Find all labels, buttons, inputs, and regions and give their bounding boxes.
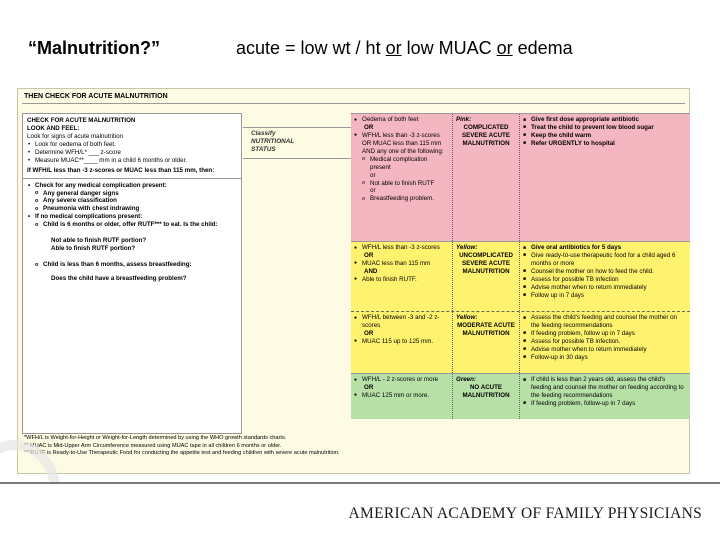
- signs-cell: [351, 312, 453, 373]
- if-line: If WFH/L less than -3 z-scores or MUAC less than 115 mm, then:: [27, 166, 215, 174]
- child-less-6: o Child is less than 6 months, assess breastfeeding:: [27, 261, 237, 269]
- sign-item: ● Able to finish RUTF.: [354, 276, 449, 284]
- medical-item: o Any severe classification: [27, 197, 237, 205]
- treatment-item: ■ If child is less than 2 years old, assess the child's feeding and counsel the mother on feeding according to the feeding recommendations: [523, 376, 687, 400]
- color-label: Pink:: [456, 116, 472, 123]
- or-label: OR: [364, 329, 374, 337]
- assess-heading: CHECK FOR ACUTE MALNUTRITION: [27, 117, 136, 124]
- tier-uncomplicated-sam: [351, 241, 690, 311]
- footnote: ***RUTF is Ready-to-Use Therapeutic Food for conducting the appetite test and feeding children with severe acute malnutrition.: [24, 450, 340, 457]
- or-label: OR: [364, 123, 374, 131]
- chart-header: THEN CHECK FOR ACUTE MALNUTRITION: [24, 93, 168, 100]
- classify-line: NUTRITIONAL: [251, 138, 295, 146]
- classification-cell: [453, 312, 520, 373]
- assess-item: • Determine WFH/L* ___ z-score: [27, 149, 237, 157]
- look-feel-label: LOOK AND FEEL:: [27, 124, 80, 132]
- treatment-item: ■ Assess for possible TB infection.: [523, 338, 687, 346]
- tier-complicated-sam: [351, 113, 690, 241]
- or-small: or: [370, 187, 376, 195]
- sign-item: ● MUAC 125 mm or more.: [354, 392, 449, 400]
- sign-sub-item: o Breastfeeding problem.: [354, 195, 449, 203]
- title-def-or1: or: [385, 38, 402, 58]
- classify-line: STATUS: [251, 146, 276, 154]
- footnote: *WFH/L is Weight-for-Height or Weight-for-Length determined by using the WHO growth standards charts.: [24, 435, 287, 441]
- footnotes: [24, 435, 684, 458]
- classification-name: MODERATE ACUTE MALNUTRITION: [457, 321, 515, 337]
- slide-title: [0, 38, 720, 62]
- treatment-cell: [520, 312, 690, 373]
- breastfeeding-question: Does the child have a breastfeeding problem?: [51, 275, 187, 282]
- treatment-item: ■ Counsel the mother on how to feed the child.: [523, 268, 687, 276]
- tier-moderate-am: [351, 311, 690, 373]
- title-definition: [236, 38, 573, 59]
- color-label: Yellow:: [456, 314, 478, 321]
- sign-item: ● WFH/L - 2 z-scores or more: [354, 376, 449, 384]
- sign-sub-item: o Medical complication present: [354, 156, 449, 172]
- treatment-cell: [520, 374, 690, 419]
- treatment-item: ■ If feeding problem, follow up in 7 days: [523, 330, 687, 338]
- signs-cell: [351, 242, 453, 311]
- sign-item: ● MUAC less than 115 mm: [354, 260, 449, 268]
- treatment-cell: [520, 114, 690, 241]
- title-malnutrition: “Malnutrition?”: [28, 38, 160, 58]
- no-medical: • If no medical complications present:: [27, 213, 237, 221]
- treatment-item: ■ Give oral antibiotics for 5 days: [523, 244, 687, 252]
- assess-separator: [23, 178, 241, 179]
- and-label: AND: [364, 267, 378, 275]
- classification-cell: [453, 242, 520, 311]
- classify-line: Classify: [251, 130, 276, 137]
- footer-org-name: AMERICAN ACADEMY OF FAMILY PHYSICIANS: [348, 505, 702, 522]
- signs-cell: [351, 374, 453, 419]
- treatment-item: ■ Treat the child to prevent low blood sugar: [523, 124, 687, 132]
- rutf-question: Able to finish RUTF portion?: [51, 245, 136, 253]
- classify-label: [243, 127, 352, 159]
- title-def-part1: acute = low wt / ht: [236, 38, 386, 58]
- color-label: Yellow:: [456, 244, 478, 251]
- or-label: OR: [364, 383, 374, 391]
- title-def-part2: low MUAC: [401, 38, 497, 58]
- check-medical: • Check for any medical complication present:: [27, 182, 237, 190]
- medical-item: o Any general danger signs: [27, 190, 237, 198]
- assess-item: • Measure MUAC**____ mm in a child 6 months or older.: [27, 157, 237, 165]
- treatment-item: ■ Give ready-to-use therapeutic food for a child aged 6 months or more: [523, 252, 687, 268]
- treatment-item: ■ Assess for possible TB infection: [523, 276, 687, 284]
- treatment-item: ■ Refer URGENTLY to hospital: [523, 140, 687, 148]
- treatment-cell: [520, 242, 690, 311]
- classification-name: UNCOMPLICATED SEVERE ACUTE MALNUTRITION: [459, 251, 513, 275]
- treatment-item: ■ If feeding problem, follow-up in 7 days: [523, 400, 687, 408]
- sign-sub-item: o Not able to finish RUTF: [354, 180, 449, 188]
- child-6-months: o Child is 6 months or older, offer RUTF*** to eat. Is the child:: [27, 221, 237, 229]
- title-def-part3: edema: [512, 38, 573, 58]
- assess-box: [22, 113, 242, 434]
- look-for-text: Look for signs of acute malnutrition: [27, 132, 123, 140]
- treatment-item: ■ Give first dose appropriate antibiotic: [523, 116, 687, 124]
- malnutrition-chart: [17, 88, 690, 474]
- header-rule: [22, 103, 685, 104]
- treatment-item: ■ Follow up in 7 days: [523, 292, 687, 300]
- sign-item: ● Oedema of both feet: [354, 116, 449, 124]
- treatment-item: ■ Assess the child's feeding and counsel the mother on the feeding recommendations: [523, 314, 687, 330]
- or-small: or: [370, 171, 376, 179]
- treatment-item: ■ Advise mother when to return immediately: [523, 346, 687, 354]
- treatment-item: ■ Advise mother when to return immediately: [523, 284, 687, 292]
- title-def-or2: or: [496, 38, 513, 58]
- tier-no-malnutrition: [351, 373, 690, 419]
- footnote: ** MUAC is Mid-Upper Arm Circumference measured using MUAC tape in all children 6 months or older.: [24, 442, 282, 449]
- sign-item: ● MUAC 115 up to 125 mm.: [354, 338, 449, 346]
- sign-item: ● WFH/L less than -3 z-scores: [354, 244, 449, 252]
- sign-item: ● WFH/L less than -3 z-scores OR MUAC less than 115 mm AND any one of the following:: [354, 132, 449, 156]
- color-label: Green:: [456, 376, 476, 383]
- classification-cell: [453, 114, 520, 241]
- treatment-item: ■ Follow-up in 30 days: [523, 354, 687, 362]
- signs-cell: [351, 114, 453, 241]
- medical-item: o Pneumonia with chest indrawing: [27, 205, 237, 213]
- classification-name: COMPLICATED SEVERE ACUTE MALNUTRITION: [462, 123, 510, 147]
- classification-name: NO ACUTE MALNUTRITION: [462, 383, 510, 399]
- rutf-question: Not able to finish RUTF portion?: [51, 237, 147, 245]
- or-label: OR: [364, 251, 374, 259]
- sign-item: ● WFH/L between -3 and -2 z-scores: [354, 314, 449, 330]
- classification-cell: [453, 374, 520, 419]
- assess-item: • Look for oedema of both feet.: [27, 141, 237, 149]
- treatment-item: ■ Keep the child warm: [523, 132, 687, 140]
